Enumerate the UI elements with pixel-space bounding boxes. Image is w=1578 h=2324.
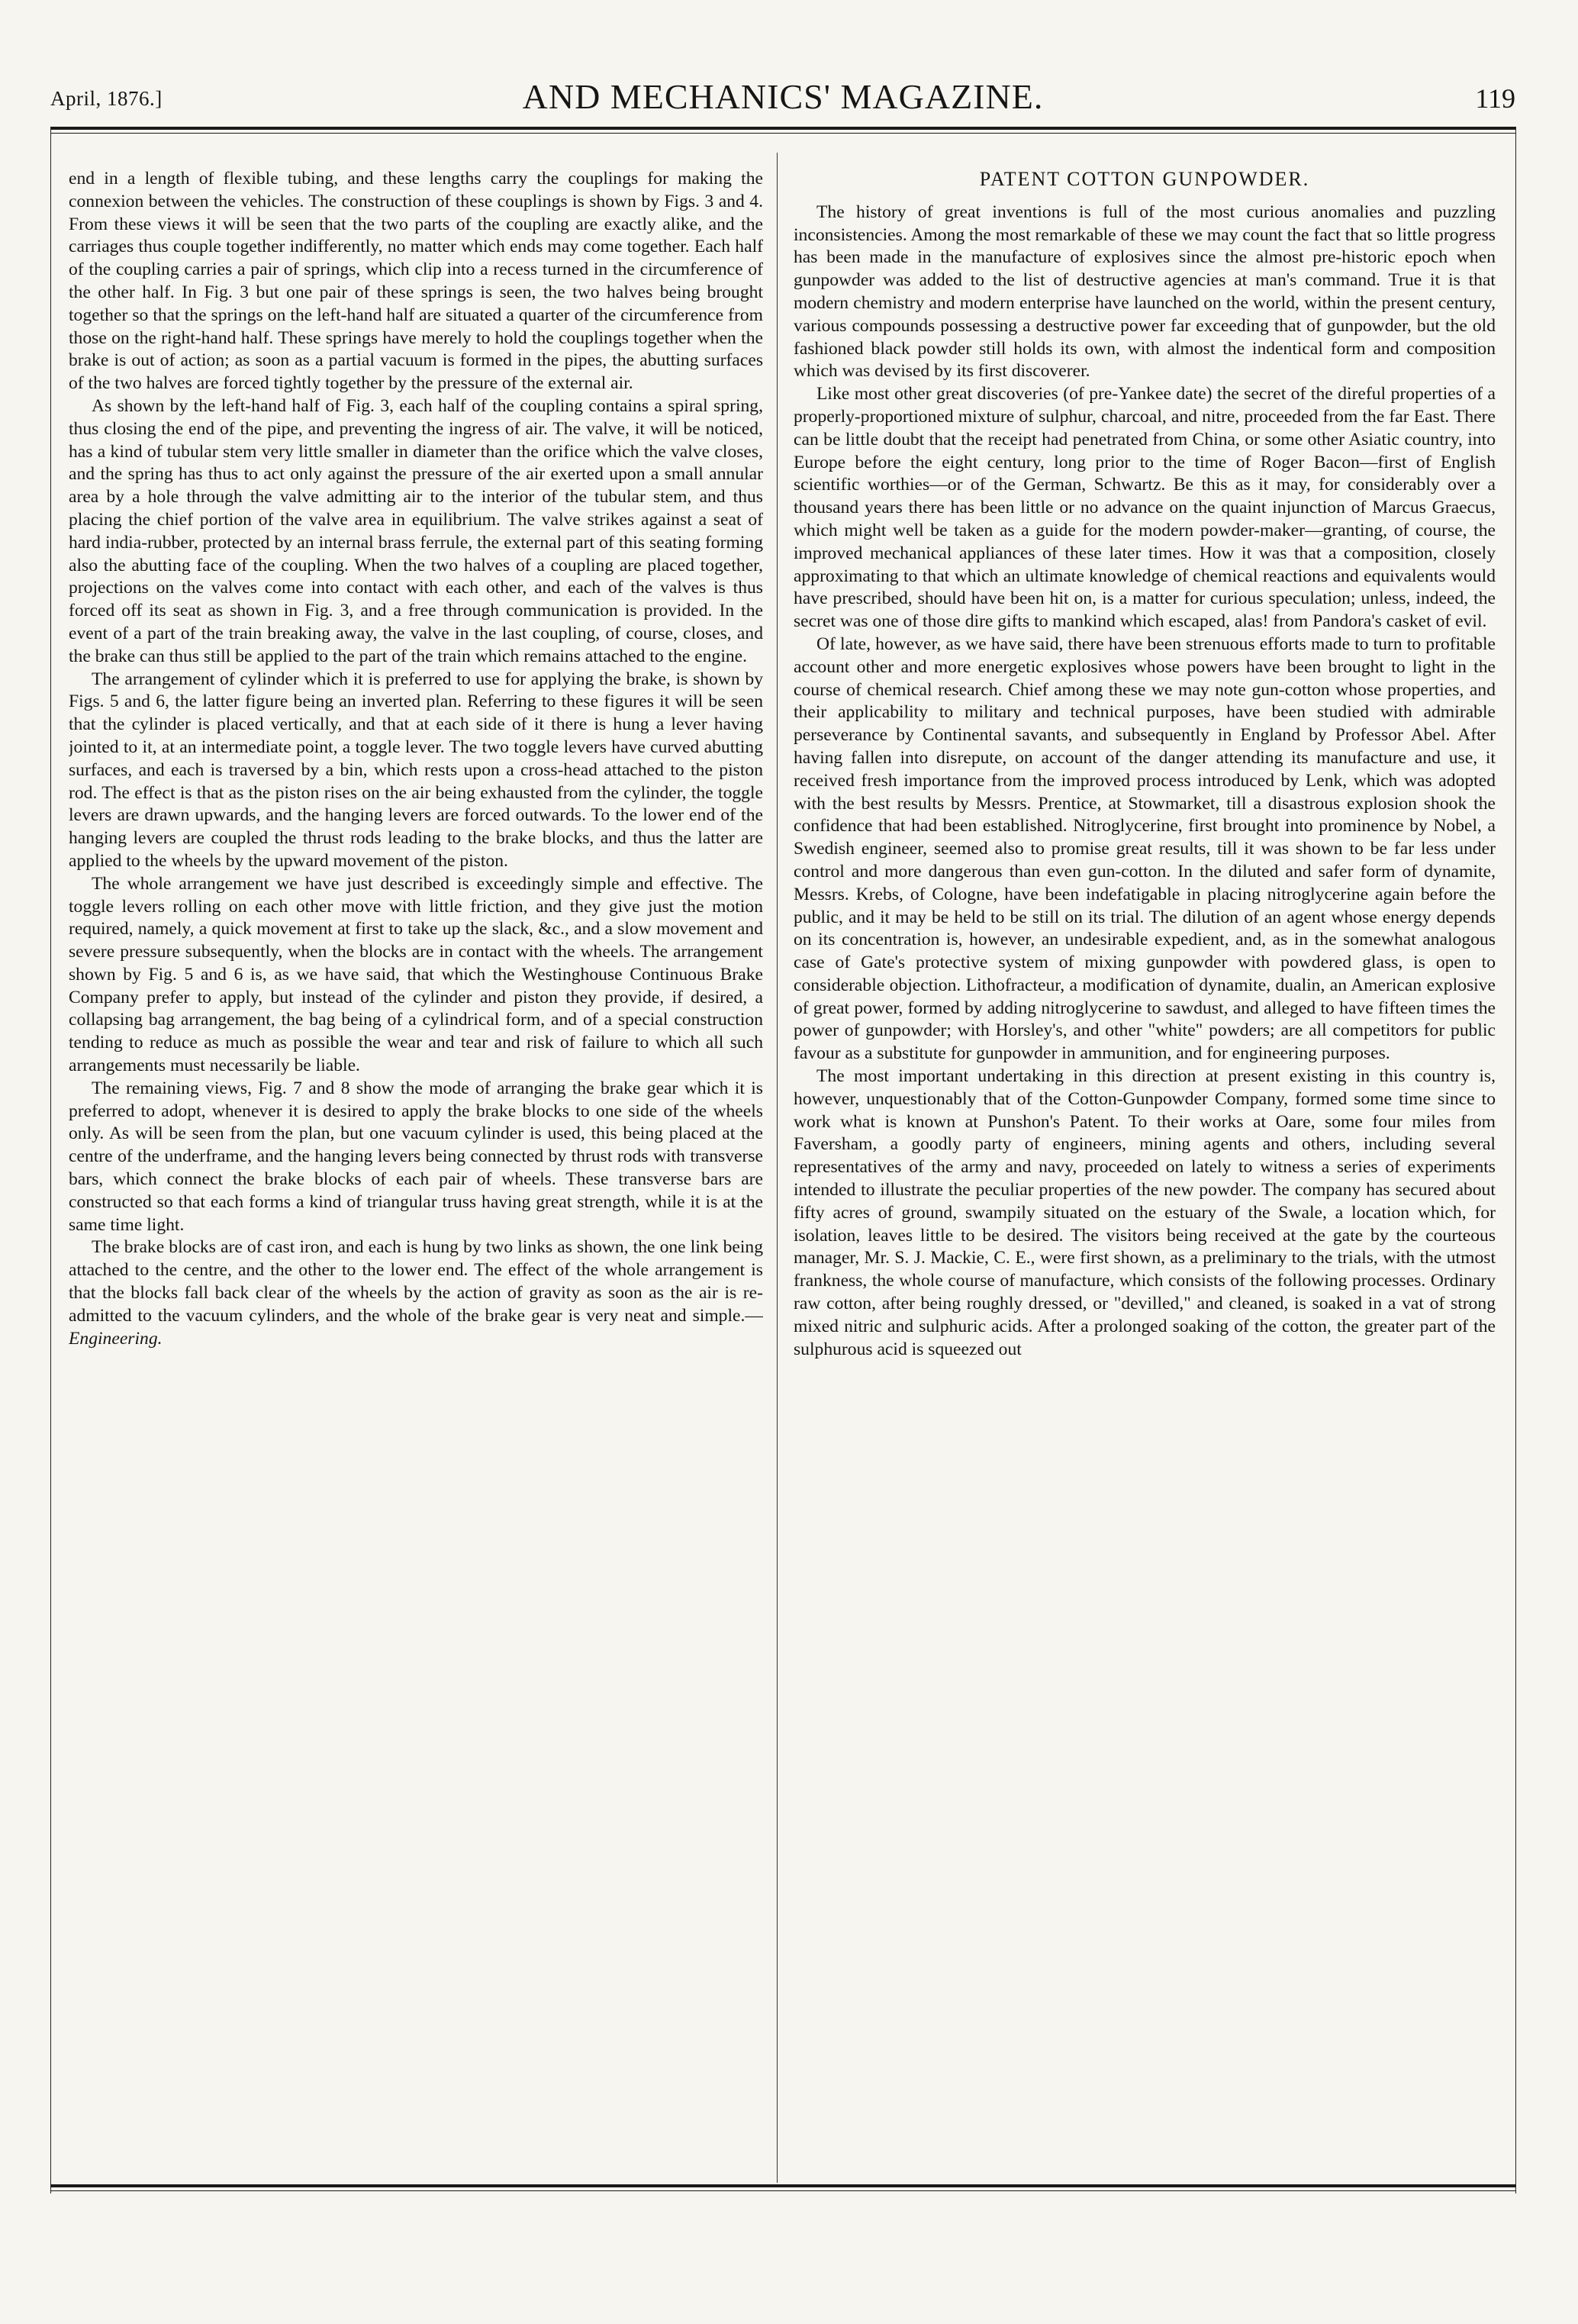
issue-date: April, 1876.] bbox=[50, 87, 163, 110]
paragraph: Like most other great discoveries (of pre-Yankee date) the secret of the direful properties of a properly-proportioned mixture of sulphur, charcoal, and nitre, proceeded from the far East. There can be little doubt that the receipt had penetrated from China, or some other Asiatic country, into Europe before the eight century, long prior to the time of Roger Bacon—first of English scientific worthies—or of the German, Schwartz. Be this as it may, for considerably over a thousand years there has been little or no advance on the quaint injunction of Marcus Graecus, which might well be taken as a guide for the modern powder-maker—granting, of course, the improved mechanical appliances of these later times. How it was that a composition, closely approximating to that which an ultimate knowledge of chemical reactions and equivalents would have prescribed, should have been hit on, is a matter for curious speculation; unless, indeed, the secret was one of those dire gifts to mankind which escaped, alas! from Pandora's casket of evil. bbox=[794, 384, 1496, 632]
right-column bbox=[794, 168, 1496, 2168]
left-column bbox=[69, 168, 763, 2168]
source-signature: Engineering. bbox=[69, 1328, 163, 1349]
top-rule bbox=[50, 127, 1515, 130]
paragraph: The history of great inventions is full of the most curious anomalies and puzzling inconsistencies. Among the most remarkable of these we may count the fact that so little progress has been made in the manufacture of explosives since the almost pre-historic epoch when gunpowder was added to the list of destructive agencies at man's command. True it is that modern chemistry and modern enterprise have launched on the world, within the present century, various compounds possessing a destructive power far exceeding that of gunpowder, but the old fashioned black powder still holds its own, with almost the indentical form and composition which was devised by its first discoverer. bbox=[794, 201, 1496, 382]
bottom-rule bbox=[50, 2184, 1515, 2187]
top-rule-thin bbox=[50, 133, 1515, 134]
paragraph: Of late, however, as we have said, there have been strenuous efforts made to turn to profitable account other and more energetic explosives whose powers have been brought to light in the course of chemical research. Chief among these we may note gun-cotton whose properties, and their applicability to military and technical purposes, have been studied with admirable perseverance by Continental savants, and subsequently in England by Professor Abel. After having fallen into disrepute, on account of the danger attending its manufacture and use, it received fresh importance from the improved process introduced by Lenk, which was adopted with the best results by Messrs. Prentice, at Stowmarket, till a disastrous explosion shook the confidence that had been established. Nitroglycerine, first brought into prominence by Nobel, a Swedish engineer, seemed also to promise great results, till it was shown to be far less under control and more dangerous than even gun-cotton. In the diluted and safer form of dynamite, Messrs. Krebs, of Cologne, have been indefatigable in placing nitroglycerine again before the public, and it may be held to be still on its trial. The dilution of an agent whose energy depends on its concentration is, however, an undesirable expedient, and, as in the somewhat analogous case of Gate's protective system of mixing gunpowder with powdered glass, is open to considerable objection. Lithofracteur, a modification of dynamite, dualin, an American explosive of great power, formed by adding nitroglycerine to sawdust, and alleged to have fifteen times the power of gunpowder; with Horsley's, and other "white" powders; are all competitors for public favour as a substitute for gunpowder in ammunition, and for engineering purposes. bbox=[794, 633, 1496, 1064]
paragraph: As shown by the left-hand half of Fig. 3, each half of the coupling contains a spiral spring, thus closing the end of the pipe, and preventing the ingress of air. The valve, it will be noticed, has a kind of tubular stem very little smaller in diameter than the orifice which the valve closes, and the spring has thus to act only against the pressure of the air exerted upon a small annular area by a hole through the valve admitting air to the interior of the tubular stem, and thus placing the chief portion of the valve area in equilibrium. The valve strikes against a seat of hard india-rubber, protected by an internal brass ferrule, the external part of this seating forming also the abutting face of the coupling. When the two halves of a coupling are placed together, projections on the valves come into contact with each other, and each of the valves is thus forced off its seat as shown in Fig. 3, and a free through communication is provided. In the event of a part of the train breaking away, the valve in the last coupling, of course, closes, and the brake can thus still be applied to the part of the train which remains attached to the engine. bbox=[69, 395, 763, 666]
page-header bbox=[50, 73, 1515, 119]
paragraph: end in a length of flexible tubing, and these lengths carry the couplings for making the connexion between the vehicles. The construction of these couplings is shown by Figs. 3 and 4. From these views it will be seen that the two parts of the coupling are exactly alike, and the carriages thus couple together indifferently, no matter which ends may come together. Each half of the coupling carries a pair of springs, which clip into a recess turned in the circumference of the other half. In Fig. 3 but one pair of these springs is seen, the two halves being brought together so that the springs on the left-hand half are situated a quarter of the circumference from those on the right-hand half. These springs have merely to hold the couplings together when the brake is out of action; as soon as a partial vacuum is formed in the pipes, the abutting surfaces of the two halves are forced tightly together by the pressure of the external air. bbox=[69, 169, 763, 394]
frame-left bbox=[50, 127, 51, 2193]
running-title: AND MECHANICS' MAGAZINE. bbox=[522, 77, 1044, 116]
paragraph-last: The brake blocks are of cast iron, and each is hung by two links as shown, the one link being attached to the centre, and the other to the lower end. The effect of the whole arrangement is that the blocks fall back clear of the wheels by the action of gravity as soon as the air is re-admitted to the vacuum cylinders, and the whole of the brake gear is very neat and simple.—Engineering. bbox=[69, 1237, 763, 1349]
page-number: 119 bbox=[1475, 83, 1515, 114]
article-title: PATENT COTTON GUNPOWDER. bbox=[979, 168, 1310, 190]
paragraph: The arrangement of cylinder which it is preferred to use for applying the brake, is shown by Figs. 5 and 6, the latter figure being an inverted plan. Referring to these figures it will be seen that the cylinder is placed vertically, and that at each side of it there is hung a lever having jointed to it, at an intermediate point, a toggle lever. The two toggle levers have curved abutting surfaces, and each is traversed by a bin, which rests upon a cross-head attached to the piston rod. The effect is that as the piston rises on the air being exhausted from the cylinder, the toggle levers are drawn upwards, and the hanging levers are forced outwards. To the lower end of the hanging levers are coupled the thrust rods leading to the brake blocks, and thus the latter are applied to the wheels by the upward movement of the piston. bbox=[69, 669, 763, 871]
column-divider bbox=[777, 153, 778, 2183]
paragraph-text: The brake blocks are of cast iron, and each is hung by two links as shown, the one link being attached to the centre, and the other to the lower end. The effect of the whole arrangement is that the blocks fall back clear of the wheels by the action of gravity as soon as the air is re-admitted to the vacuum cylinders, and the whole of the brake gear is very neat and simple. bbox=[69, 1237, 763, 1326]
paragraph: The remaining views, Fig. 7 and 8 show the mode of arranging the brake gear which it is preferred to adopt, whenever it is desired to apply the brake blocks to one side of the wheels only. As will be seen from the plan, but one vacuum cylinder is used, this being placed at the centre of the underframe, and the hanging levers being connected by thrust rods with transverse bars, which connect the brake blocks of each pair of wheels. These transverse bars are constructed so that each forms a kind of triangular truss having great strength, while it is at the same time light. bbox=[69, 1078, 763, 1235]
bottom-rule-thin bbox=[50, 2190, 1515, 2191]
frame-right bbox=[1515, 127, 1516, 2193]
paragraph: The whole arrangement we have just described is exceedingly simple and effective. The toggle levers rolling on each other move with little friction, and they give just the motion required, namely, a quick movement at first to take up the slack, &c., and a slow movement and severe pressure subsequently, when the blocks are in contact with the wheels. The arrangement shown by Fig. 5 and 6 is, as we have said, that which the Westinghouse Continuous Brake Company prefer to apply, but instead of the cylinder and piston they provide, if desired, a collapsing bag arrangement, the bag being of a cylindrical form, and of a special construction tending to reduce as much as possible the wear and tear and risk of failure to which all such arrangements must necessarily be liable. bbox=[69, 873, 763, 1076]
paragraph: The most important undertaking in this direction at present existing in this country is, however, unquestionably that of the Cotton-Gunpowder Company, formed some time since to work what is known at Punshon's Patent. To their works at Oare, some four miles from Faversham, a goodly party of engineers, mining agents and others, including several representatives of the army and navy, proceeded on lately to witness a series of experiments intended to illustrate the peculiar properties of the new powder. The company has secured about fifty acres of ground, swampily situated on the estuary of the Swale, a location which, for isolation, leaves little to be desired. The visitors being received at the gate by the courteous manager, Mr. S. J. Mackie, C. E., were first shown, as a preliminary to the trials, with the utmost frankness, the whole course of manufacture, which consists of the following processes. Ordinary raw cotton, after being roughly dressed, or "devilled," and cleaned, is soaked in a vat of strong mixed nitric and sulphuric acids. After a prolonged soaking of the cotton, the greater part of the sulphurous acid is squeezed out bbox=[794, 1066, 1496, 1359]
